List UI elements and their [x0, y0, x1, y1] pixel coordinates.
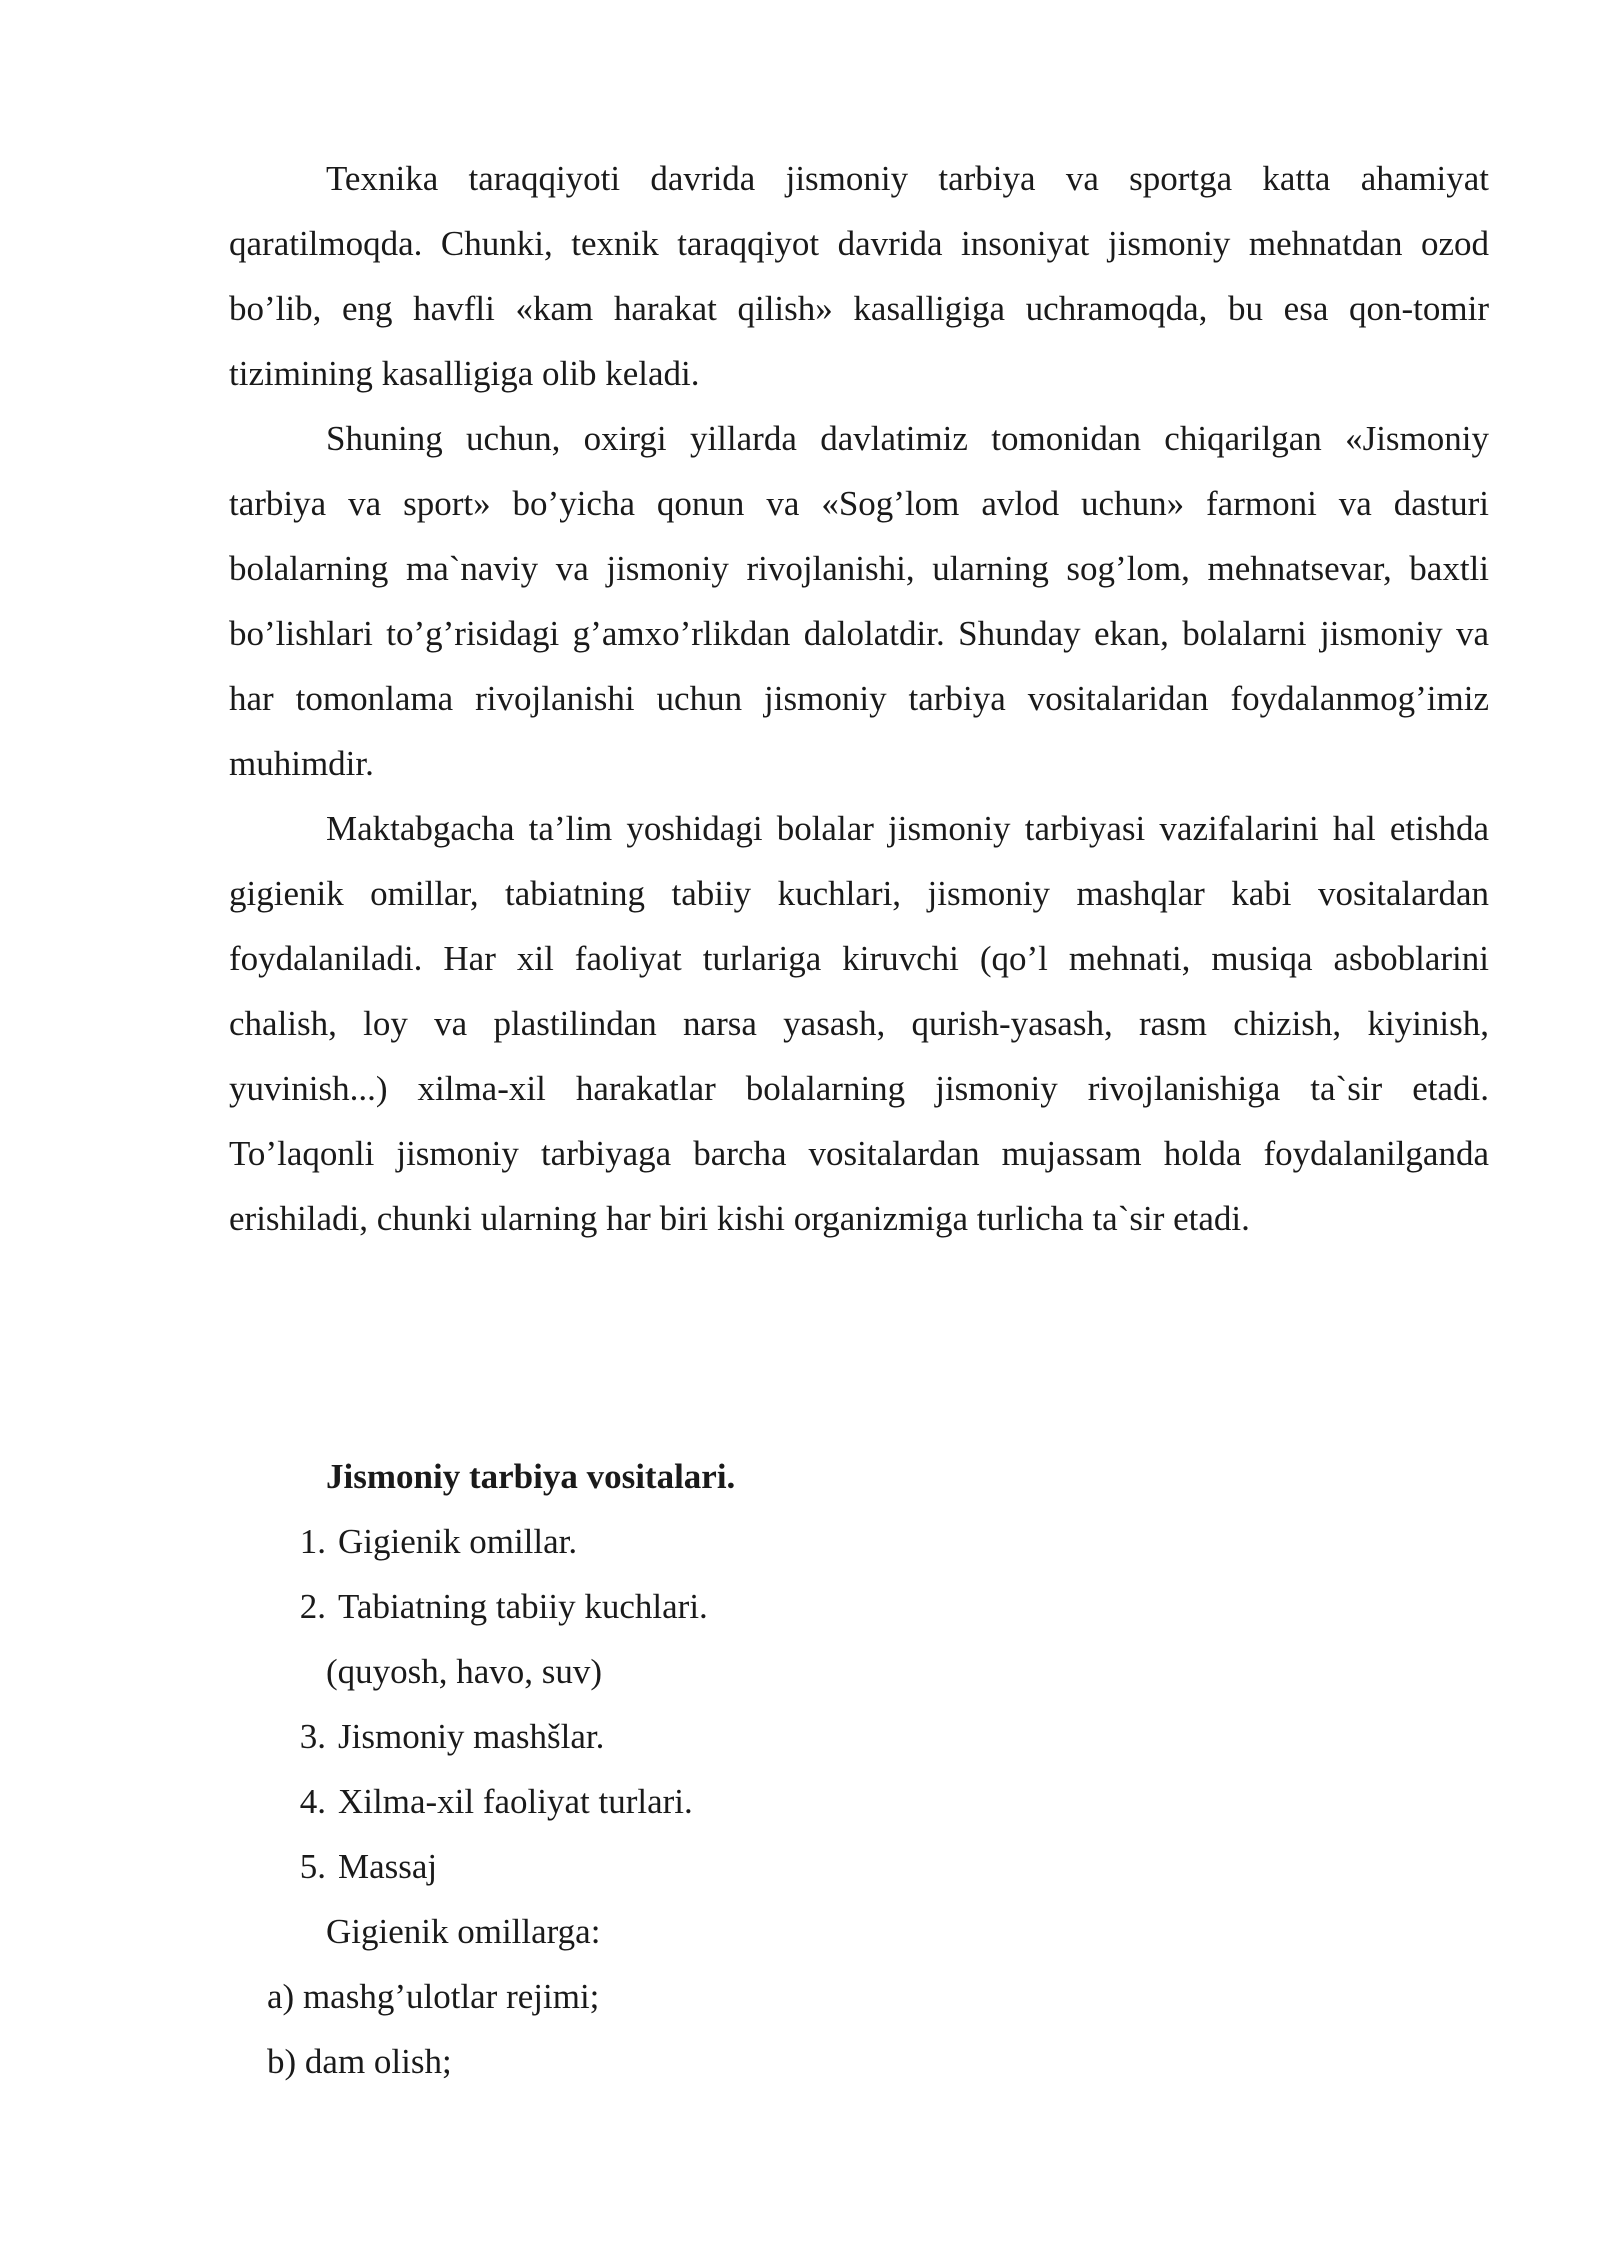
paragraph: Maktabgacha ta’lim yoshidagi bolalar jismoniy tarbiyasi vazifalarini hal etishda gigienik omillar, tabiatning tabiiy kuchlari, jismoniy mashqlar kabi vositalardan foydalaniladi. Har xil faoliyat turlariga kiruvchi (qo’l mehnati, musiqa asboblarini chalish, loy va plastilindan narsa yasash, qurish-yasash, rasm chizish, kiyinish, yuvinish...) xilma-xil harakatlar bolalarning jismoniy rivojlanishiga ta`sir etadi. To’laqonli jismoniy tarbiyaga barcha vositalardan mujassam holda foydalanilganda erishiladi, chunki ularning har biri kishi organizmiga turlicha ta`sir etadi.: [229, 809, 1489, 1238]
list-item-text: Massaj: [338, 1847, 438, 1886]
list-item: [229, 1704, 1489, 1769]
list-item-text: Jismoniy mashšlar.: [338, 1717, 605, 1756]
list-item: [229, 1769, 1489, 1834]
list-item: [229, 1834, 1489, 1899]
hygiene-intro: Gigienik omillarga:: [326, 1912, 601, 1951]
paragraph: Shuning uchun, oxirgi yillarda davlatimiz tomonidan chiqarilgan «Jismoniy tarbiya va sport» bo’yicha qonun va «Sog’lom avlod uchun» farmoni va dasturi bolalarning ma`naviy va jismoniy rivojlanishi, ularning sog’lom, mehnatsevar, baxtli bo’lishlari to’g’risidagi g’amxo’rlikdan dalolatdir. Shunday ekan, bolalarni jismoniy va har tomonlama rivojlanishi uchun jismoniy tarbiya vositalaridan foydalanmog’imiz muhimdir.: [229, 419, 1489, 783]
list-item-text: Tabiatning tabiiy kuchlari.: [338, 1587, 708, 1626]
body-text: [229, 146, 1489, 1251]
section-heading: Jismoniy tarbiya vositalari.: [326, 1457, 736, 1496]
numbered-list: [229, 1509, 1489, 1639]
lettered-list: [229, 1964, 1489, 2094]
list-number: 5.: [299, 1847, 326, 1886]
list-number: 4.: [299, 1782, 326, 1821]
list-item: [229, 1574, 1489, 1639]
list-item-text: Gigienik omillar.: [338, 1522, 578, 1561]
list-number: 1.: [299, 1522, 326, 1561]
list-item: a) mashg’ulotlar rejimi;: [267, 1977, 600, 2016]
list-item-note: (quyosh, havo, suv): [326, 1652, 603, 1691]
list-number: 2.: [299, 1587, 326, 1626]
section-means: [229, 1444, 1489, 2094]
numbered-list-continued: [229, 1704, 1489, 1899]
list-number: 3.: [299, 1717, 326, 1756]
paragraph: Texnika taraqqiyoti davrida jismoniy tarbiya va sportga katta ahamiyat qaratilmoqda. Chunki, texnik taraqqiyot davrida insoniyat jismoniy mehnatdan ozod bo’lib, eng havfli «kam harakat qilish» kasalligiga uchramoqda, bu esa qon-tomir tizimining kasalligiga olib keladi.: [229, 159, 1489, 393]
list-item-text: Xilma-xil faoliyat turlari.: [338, 1782, 693, 1821]
list-item: b) dam olish;: [267, 2042, 452, 2081]
list-item: [229, 1509, 1489, 1574]
